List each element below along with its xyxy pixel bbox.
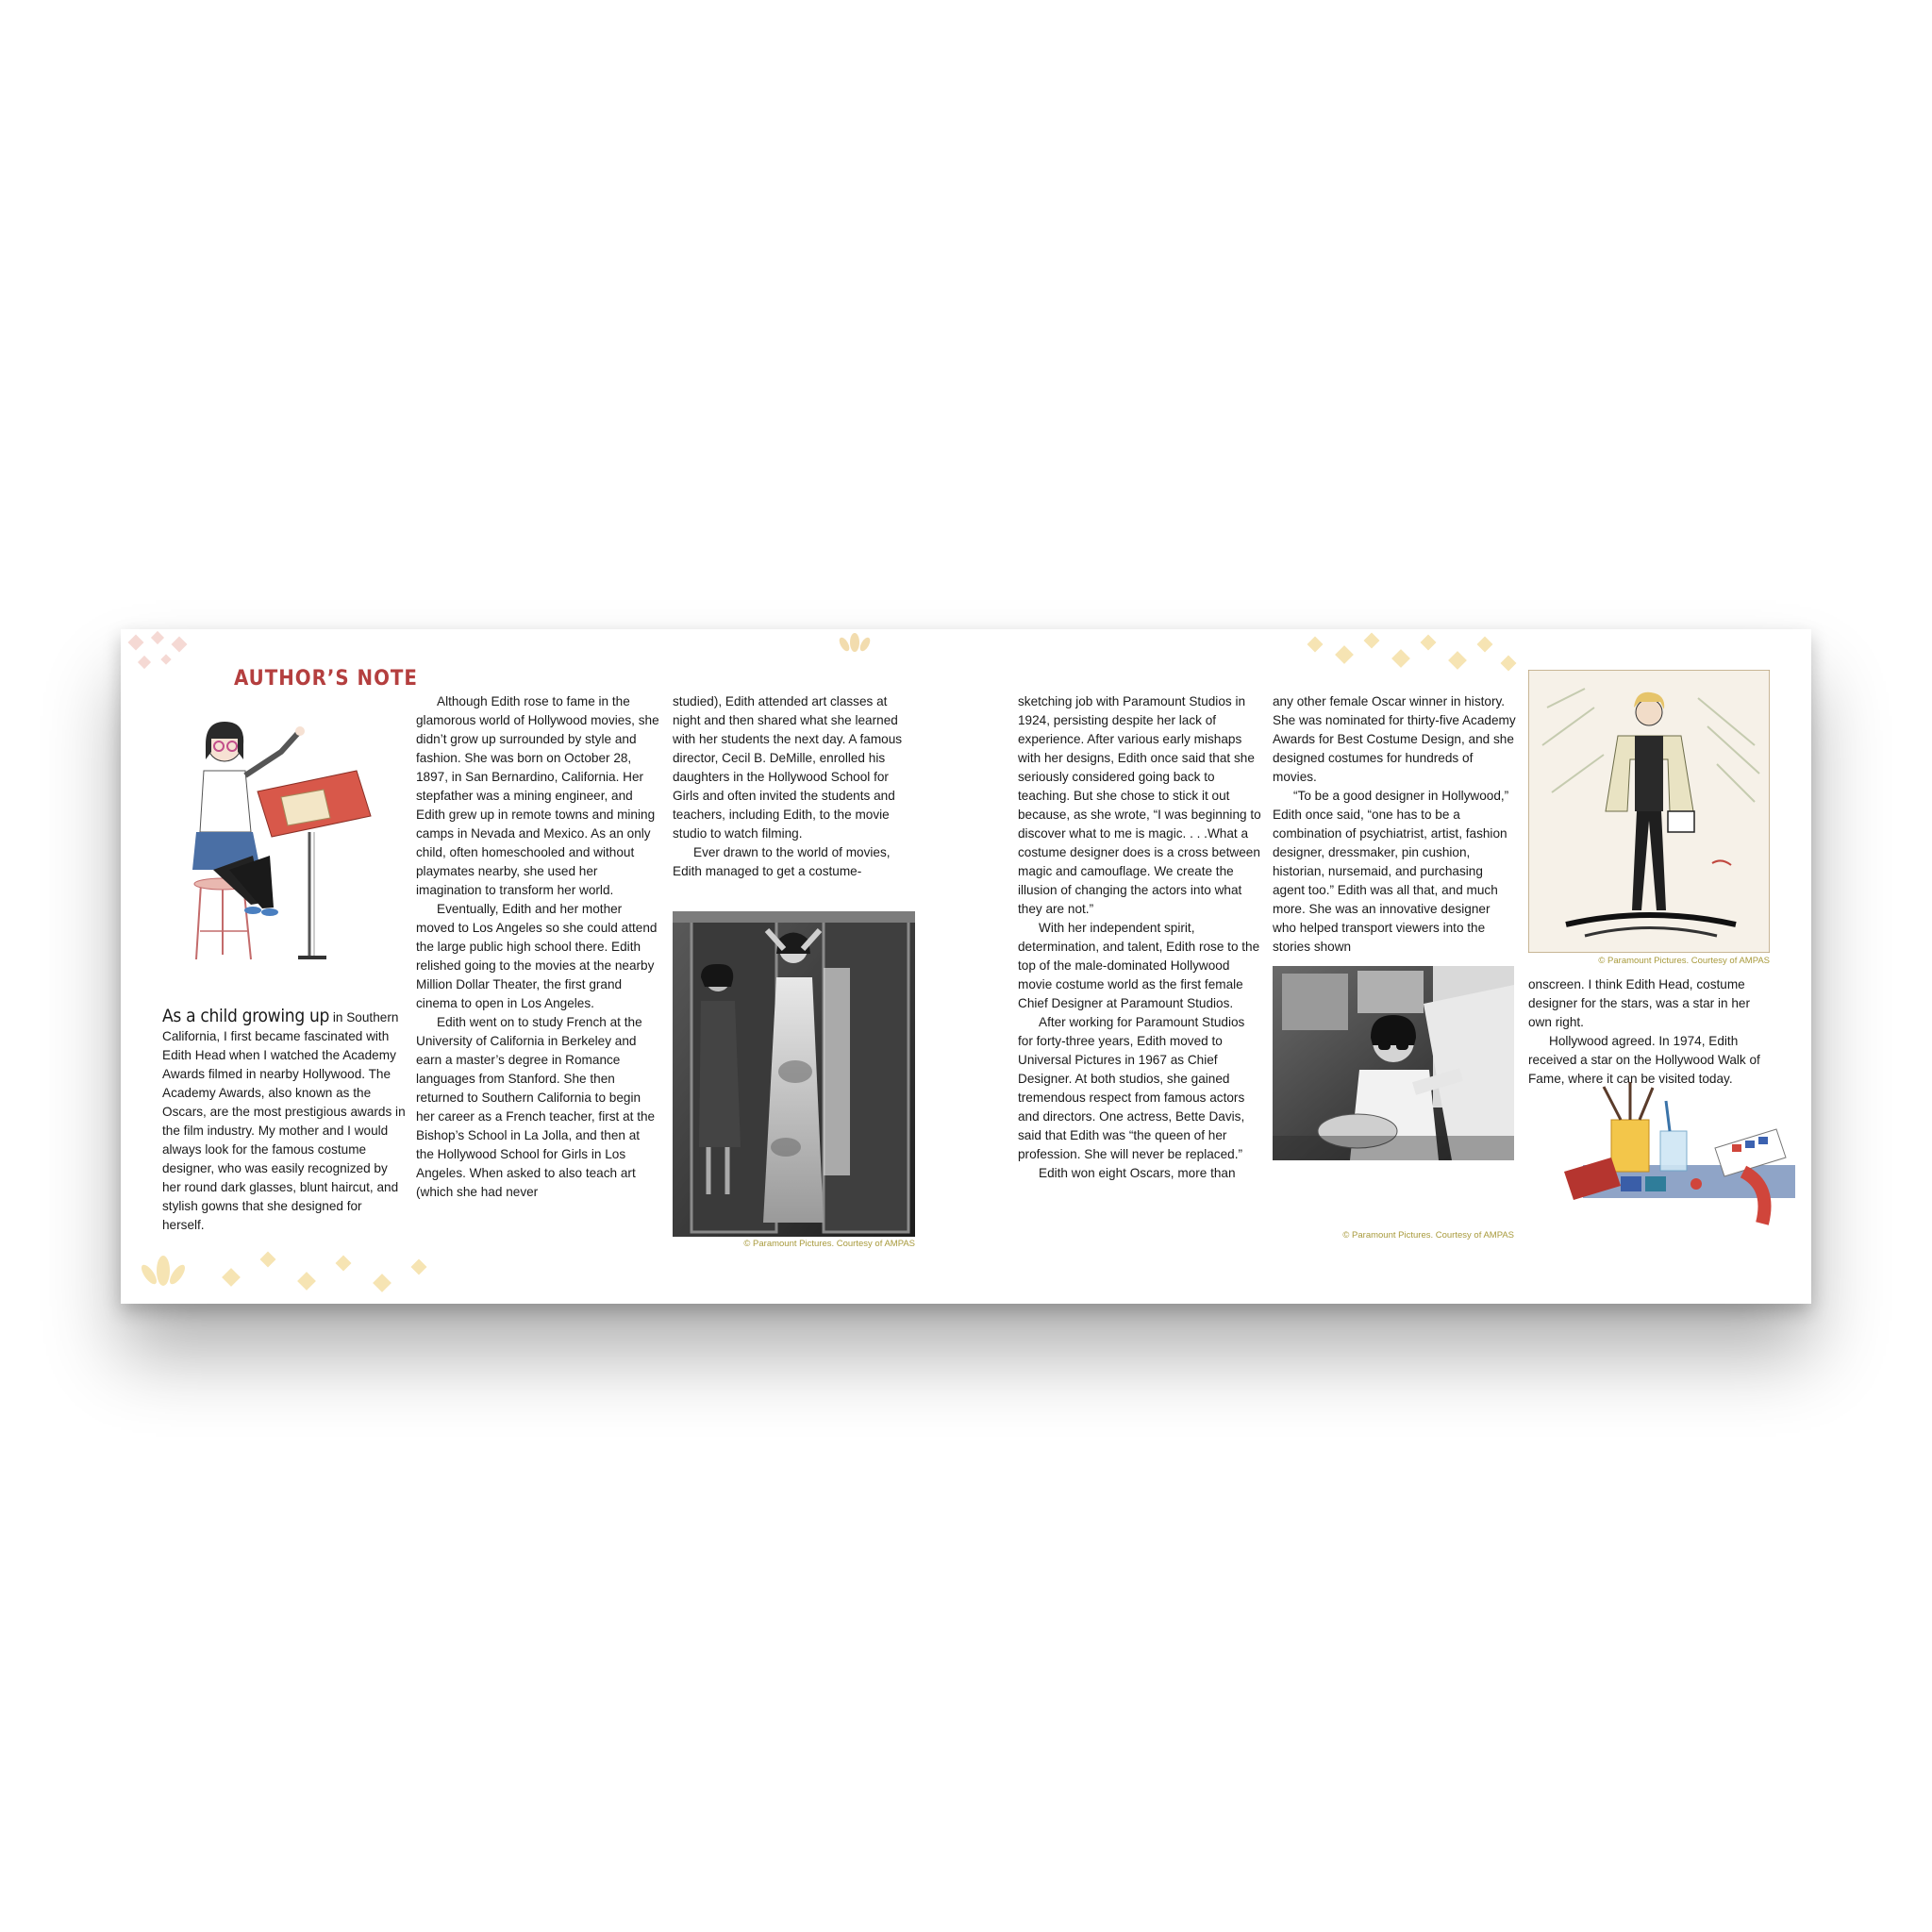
leaf-ornament-top [831,631,878,659]
paragraph: studied), Edith attended art classes at night and then shared what she learned with her students the next day. A famous director, Cecil B. DeMille, enrolled his daughters in the Hollywood School for Girls and often invited the students and teachers, including Edith, to the movie studio to watch filming. [673,694,903,841]
sketching-photo [1273,966,1514,1160]
photo-credit-3: © Paramount Pictures. Courtesy of AMPAS [1598,956,1770,966]
column-2 [416,692,659,1202]
intro-paragraph [162,1007,406,1235]
paragraph: With her independent spirit, determination, and talent, Edith rose to the top of the male-dominated Hollywood movie costume world as the first female Chief Designer at Paramount Studios. [1018,921,1260,1010]
column-4 [1018,692,1261,1183]
photo-credit-1: © Paramount Pictures. Courtesy of AMPAS [743,1239,915,1249]
column-3 [673,692,916,881]
page-title: AUTHOR’S NOTE [234,667,418,691]
fitting-photo [673,911,915,1237]
book-spread [121,629,1811,1304]
intro-lead: As a child growing up [162,1006,330,1026]
paragraph: “To be a good designer in Hollywood,” Edith once said, “one has to be a combination of psychiatrist, artist, fashion designer, dressmaker, pin cushion, historian, nursemaid, and purchasing agent too.” Edith was all that, and much more. She was an innovative designer who helped transport viewers into the stories shown [1273,789,1509,954]
paragraph: sketching job with Paramount Studios in 1924, persisting despite her lack of experience. After various early mishaps with her designs, Edith once said that she seriously considered going back to teaching. But she chose to stick it out because, as she wrote, “I was beginning to discover what to me is magic. . . .What a costume designer does is a cross between magic and camouflage. We create the illusion of changing the actors into what they are not.” [1018,694,1261,916]
paragraph: Ever drawn to the world of movies, Edith managed to get a costume- [673,845,891,878]
paragraph: onscreen. I think Edith Head, costume designer for the stars, was a star in her own right. [1528,977,1750,1029]
photo-credit-2: © Paramount Pictures. Courtesy of AMPAS [1342,1230,1514,1241]
column-6 [1528,975,1772,1089]
author-illustration [158,705,375,964]
paragraph: Eventually, Edith and her mother moved to Los Angeles so she could attend the large public high school there. Edith relished going to the movies at the nearby Million Dollar Theater, the first grand cinema to open in Los Angeles. [416,902,658,1010]
fashion-sketch [1528,670,1770,953]
column-5 [1273,692,1516,957]
paragraph: Edith won eight Oscars, more than [1039,1166,1236,1180]
diamond-pattern-bottom-left [121,1233,479,1304]
art-supplies-illustration [1555,1082,1802,1233]
paragraph: any other female Oscar winner in history. She was nominated for thirty-five Academy Awards for Best Costume Design, and she designed costumes for hundreds of movies. [1273,694,1516,784]
diamond-pattern-top-right [1300,629,1545,695]
paragraph: Hollywood agreed. In 1974, Edith received a star on the Hollywood Walk of Fame, where it can be visited today. [1528,1034,1760,1086]
paragraph: Edith went on to study French at the University of California in Berkeley and earn a master’s degree in Romance languages from Stanford. She then returned to Southern California to begin her career as a French teacher, first at the Bishop’s School in La Jolla, and then at the Hollywood School for Girls in Los Angeles. When asked to also teach art (which she had never [416,1015,656,1199]
paragraph: Although Edith rose to fame in the glamorous world of Hollywood movies, she didn’t grow up surrounded by style and fashion. She was born on October 28, 1897, in San Bernardino, California. Her stepfather was a mining engineer, and Edith grew up in remote towns and mining camps in Nevada and Mexico. As an only child, often homeschooled and without playmates nearby, she used her imagination to transform her world. [416,694,659,897]
intro-rest: in Southern California, I first became fascinated with Edith Head when I watched the Academy Awards filmed in nearby Hollywood. The Academy Awards, also known as the Oscars, are the most prestigious awards in the film industry. My mother and I would always look for the famous costume designer, who was easily recognized by her round dark glasses, blunt haircut, and stylish gowns that she designed for herself. [162,1010,406,1232]
paragraph: After working for Paramount Studios for forty-three years, Edith moved to Universal Pictures in 1967 as Chief Designer. At both studios, she gained tremendous respect from famous actors and directors. One actress, Bette Davis, said that Edith was “the queen of her profession. She will never be replaced.” [1018,1015,1245,1161]
column-1 [162,1007,406,1235]
diamond-pattern-top-left [121,629,234,686]
